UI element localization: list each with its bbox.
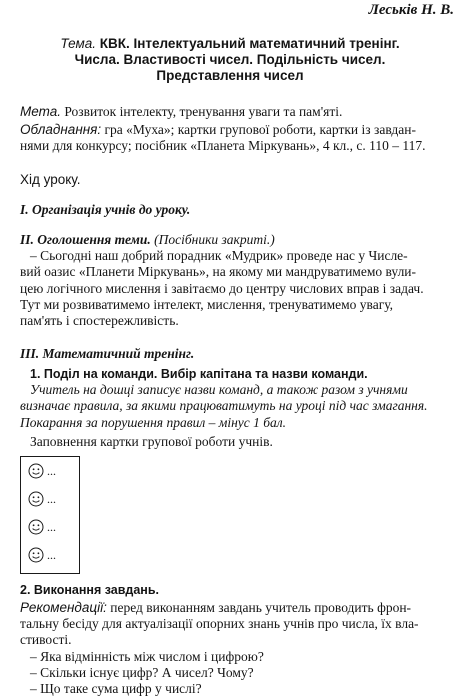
section-2-line: – Сьогодні наш добрий порадник «Мудрик» проведе нас у Числе- bbox=[30, 248, 408, 264]
equipment-line-1: гра «Муха»; картки групової роботи, картки із завдан- bbox=[104, 122, 416, 137]
smiley-icon bbox=[28, 463, 44, 479]
card-row-dots: ... bbox=[47, 464, 56, 478]
sub-1-line: визначає правила, за якими працюватимуть на уроці під час змагання. bbox=[20, 398, 428, 414]
recommend-label: Рекомендації: bbox=[20, 600, 107, 615]
question-line: – Що таке сума цифр у числі? bbox=[30, 681, 202, 697]
smiley-icon bbox=[28, 491, 44, 507]
section-2-note: (Посібники закриті.) bbox=[154, 232, 275, 247]
title-line-1: КВК. Інтелектуальний математичний тренінг. bbox=[99, 36, 400, 51]
smiley-icon bbox=[28, 547, 44, 563]
recommend-line: стивості. bbox=[20, 632, 72, 648]
card-row-dots: ... bbox=[47, 548, 56, 562]
sub-1-heading: 1. Поділ на команди. Вибір капітана та назви команди. bbox=[30, 367, 368, 381]
card-row-dots: ... bbox=[47, 520, 56, 534]
section-2-heading: II. Оголошення теми. bbox=[20, 232, 151, 247]
section-2 bbox=[20, 232, 454, 329]
recommend-line: тальну бесіду для актуалізації опорних знань учнів про числа, їх вла- bbox=[20, 616, 419, 632]
card-row bbox=[28, 463, 56, 479]
goal-text: Розвиток інтелекту, тренування уваги та пам'яті. bbox=[64, 104, 343, 119]
question-line: – Яка відмінність між числом і цифрою? bbox=[30, 648, 264, 664]
section-3-heading: III. Математичний тренінг. bbox=[20, 346, 195, 361]
section-2-line: Тут ми розвиватимемо інтелект, мислення, тренуватимемо увагу, bbox=[20, 296, 394, 312]
equipment-label: Обладнання: bbox=[20, 122, 102, 137]
card-row bbox=[28, 547, 56, 563]
sub-1-line: Покарання за порушення правил – мінус 1 бал. bbox=[20, 414, 287, 430]
title-label: Тема. bbox=[60, 36, 97, 51]
author-name: Леськів Н. В. bbox=[368, 2, 454, 18]
sub-2-heading: 2. Виконання завдань. bbox=[20, 583, 159, 597]
card-text: Заповнення картки групової роботи учнів. bbox=[30, 434, 273, 449]
card-row bbox=[28, 519, 56, 535]
section-2-line: пам'ять і спостережливість. bbox=[20, 313, 179, 329]
equipment-line-2: нями для конкурсу; посібник «Планета Міркувань», 4 кл., с. 110 – 117. bbox=[20, 138, 426, 154]
equipment-paragraph bbox=[20, 122, 454, 154]
sub-1-line: Учитель на дошці записує назви команд, а також разом з учнями bbox=[30, 382, 408, 398]
question-line: – Скільки існує цифр? А чисел? Чому? bbox=[30, 664, 254, 680]
title-line-3: Представлення чисел bbox=[156, 68, 304, 83]
recommendations bbox=[20, 600, 454, 697]
goal-label: Мета. bbox=[20, 104, 61, 119]
group-work-card bbox=[20, 456, 80, 574]
smiley-icon bbox=[28, 519, 44, 535]
card-row bbox=[28, 491, 56, 507]
section-1-heading: I. Організація учнів до уроку. bbox=[20, 202, 191, 217]
section-2-line: вий оазис «Планети Міркувань», на якому ми мандруватимемо вули- bbox=[20, 264, 417, 280]
recommend-line: перед виконанням завдань учитель проводить фрон- bbox=[110, 600, 412, 615]
card-row-dots: ... bbox=[47, 492, 56, 506]
section-3-sub-1 bbox=[20, 366, 454, 431]
goal-paragraph bbox=[20, 104, 454, 120]
lesson-title bbox=[20, 36, 440, 84]
title-line-2: Числа. Властивості чисел. Подільність чисел. bbox=[74, 52, 386, 67]
lesson-flow-heading: Хід уроку. bbox=[20, 172, 81, 187]
section-2-line: цею логічного мислення і завітаємо до центру числових вправ і задач. bbox=[20, 280, 424, 296]
